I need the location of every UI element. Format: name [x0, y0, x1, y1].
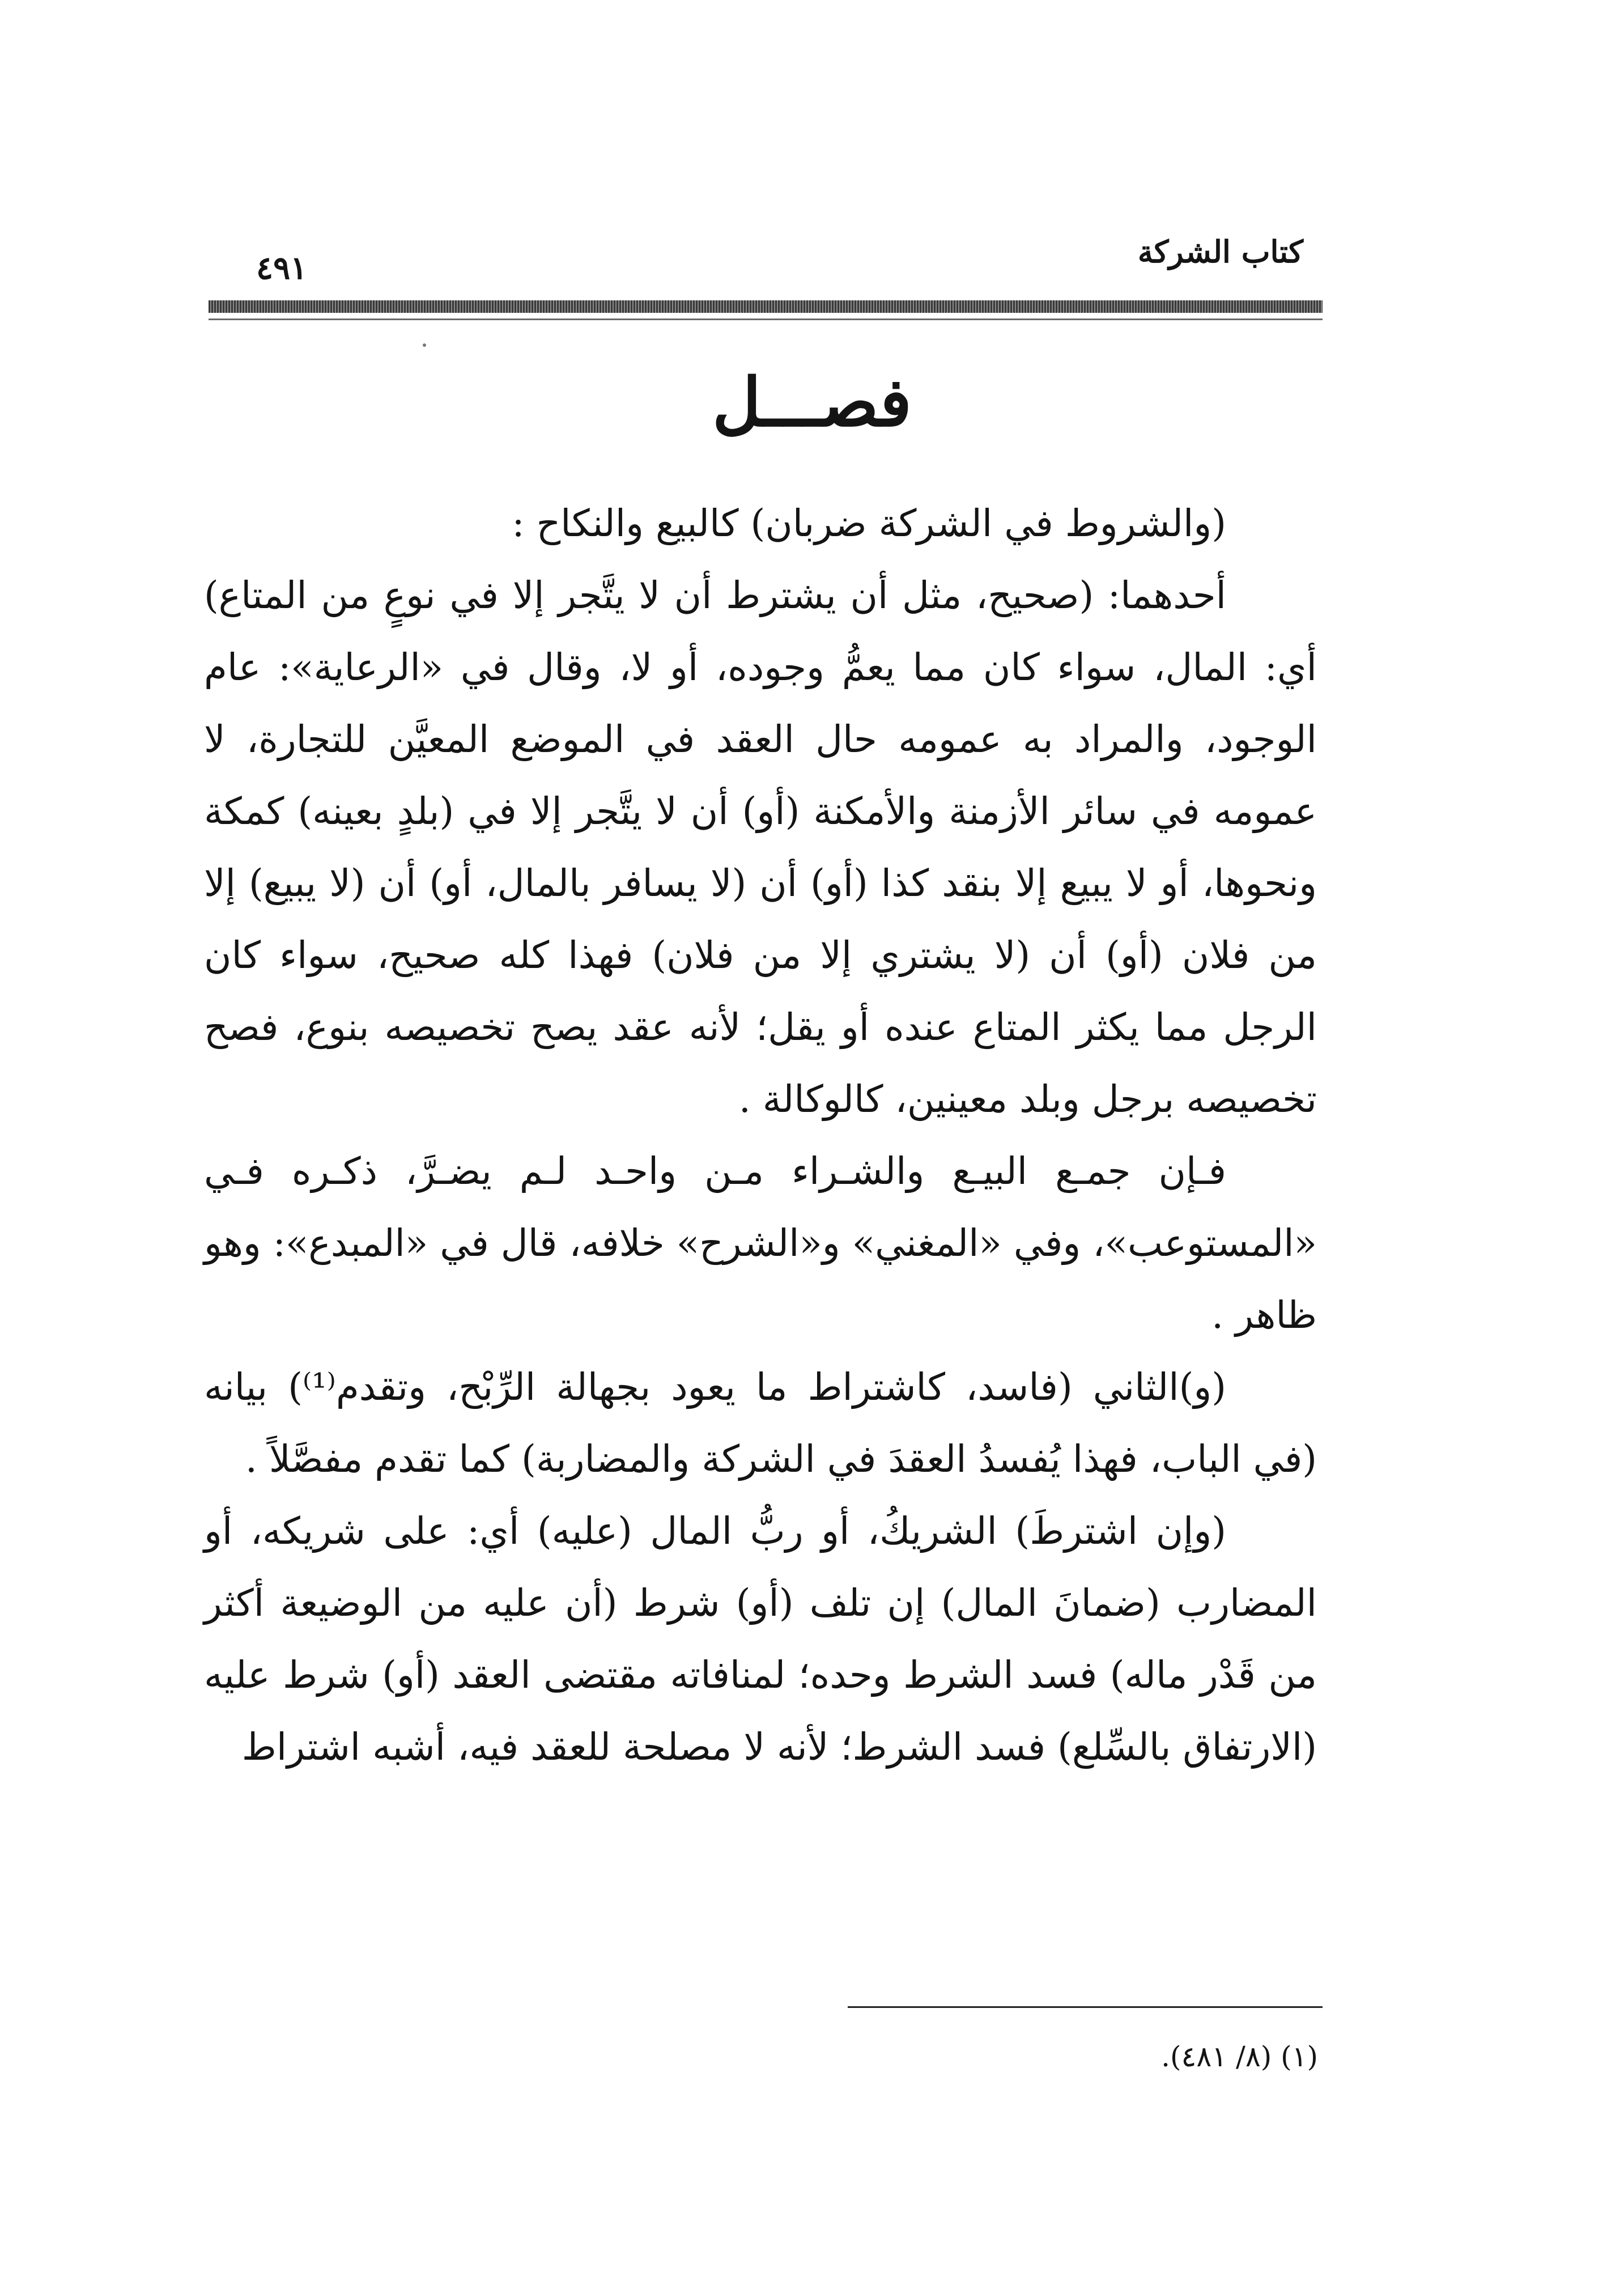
body-text: [204, 487, 1317, 1783]
running-title: كتاب الشركة: [1137, 233, 1303, 270]
paragraph-5: (وإن اشترطَ) الشريكُ، أو ربُّ المال (عليه) أي: على شريكه، أو المضارب (ضمانَ المال) إن تلف (أو) شرط (أن عليه من الوضيعة أكثر من قَدْر ماله) فسد الشرط وحده؛ لمنافاته مقتضى العقد (أو) شرط عليه (الارتفاق بالسِّلع) فسد الشرط؛ لأنه لا مصلحة للعقد فيه، أشبه اشتراط: [204, 1509, 1317, 1769]
header-rule: [209, 300, 1323, 313]
footnote-rule: [848, 2006, 1323, 2008]
header-rule-thin: [209, 319, 1323, 320]
footnote: (١) (٨/ ٤٨١).: [1161, 2040, 1318, 2073]
page-number: ٤٩١: [256, 249, 308, 287]
paragraph-2: أحدهما: (صحيح، مثل أن يشترط أن لا يتَّجر إلا في نوعٍ من المتاع) أي: المال، سواء كان مما يعمُّ وجوده، أو لا، وقال في «الرعاية»: عام الوجود، والمراد به عمومه حال العقد في الموضع المعيَّن للتجارة، لا عمومه في سائر الأزمنة والأمكنة (أو) أن لا يتَّجر إلا في (بلدٍ بعينه) كمكة ونحوها، أو لا يبيع إلا بنقد كذا (أو) أن (لا يسافر بالمال، أو) أن (لا يبيع) إلا من فلان (أو) أن (لا يشتري إلا من فلان) فهذا كله صحيح، سواء كان الرجل مما يكثر المتاع عنده أو يقل؛ لأنه عقد يصح تخصيصه بنوع، فصح تخصيصه برجل وبلد معينين، كالوكالة .: [204, 574, 1317, 1121]
header-dot: [423, 343, 426, 347]
paragraph-1: (والشروط في الشركة ضربان) كالبيع والنكاح :: [512, 502, 1226, 545]
paragraph-4: (و)الثاني (فاسد، كاشتراط ما يعود بجهالة الرِّبْح، وتقدم⁽¹⁾) بيانه (في الباب، فهذا يُفسدُ العقدَ في الشركة والمضاربة) كما تقدم مفصَّلاً .: [204, 1365, 1317, 1481]
paragraph-3: فـإن جمـع البيـع والشـراء مـن واحـد لـم يضـرَّ، ذكـره فـي «المستوعب»، وفي «المغني» و«الشرح» خلافه، قال في «المبدع»: وهو ظاهر .: [203, 1149, 1317, 1337]
section-heading: فصـــل: [712, 363, 912, 441]
